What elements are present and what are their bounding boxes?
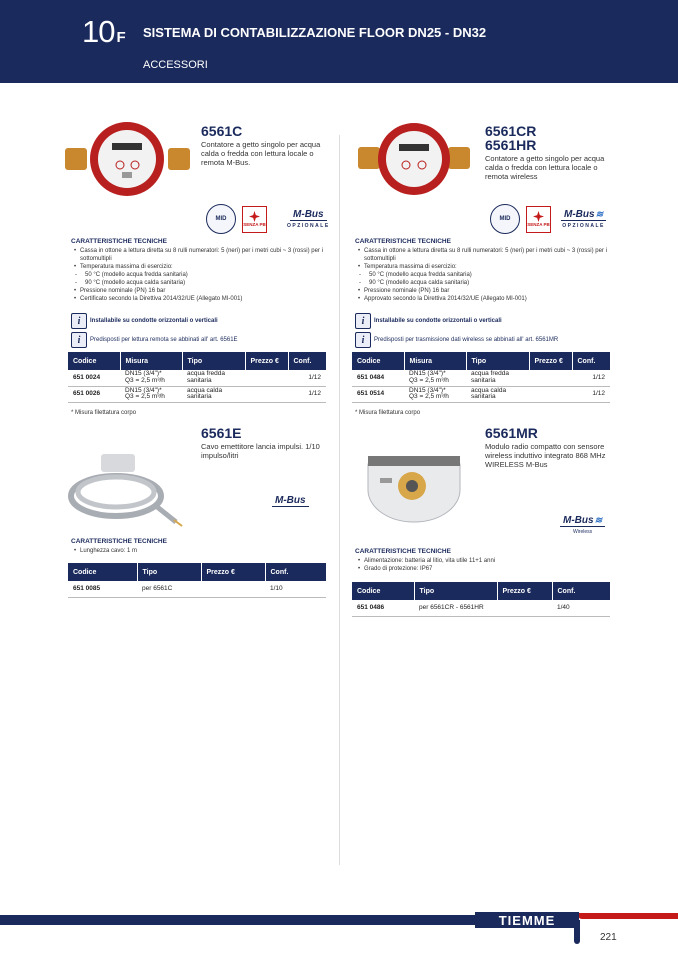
section-title: SISTEMA DI CONTABILIZZAZIONE FLOOR DN25 - DN32: [143, 25, 487, 40]
product-description: Contatore a getto singolo per acqua calda o fredda con lettura locale o remota M-Bus.: [201, 140, 321, 167]
col-header: Codice: [68, 563, 137, 581]
col-header: Conf.: [552, 582, 610, 600]
specs-title: CARATTERISTICHE TECNICHE: [355, 548, 451, 555]
spec-item: • Cassa in ottone a lettura diretta su 8 rulli numeratori: 5 (neri) per i metri cubi ~ 3 (rossi) per i sottomultipli: [71, 247, 326, 263]
col-header: Tipo: [182, 352, 245, 370]
col-header: Codice: [352, 582, 414, 600]
product-code: 6561CR: [485, 123, 537, 139]
col-header: Conf.: [265, 563, 326, 581]
info-icon: i: [355, 313, 371, 329]
product-code: 6561E: [201, 425, 242, 441]
product-table: [352, 582, 610, 617]
product-6561mr-header: [485, 426, 610, 469]
mbus-logo: M-Bus≋ OPZIONALE: [562, 209, 605, 229]
section-subtitle: ACCESSORI: [143, 59, 208, 71]
info-note: i Installabile su condotte orizzontali o verticali: [71, 313, 218, 329]
col-header: Conf.: [288, 352, 326, 370]
spec-item: • Pressione nominale (PN) 16 bar: [71, 287, 326, 295]
info-note: i Predisposti per trasmissione dati wireless se abbinati all' art. 6561MR: [355, 332, 558, 348]
specs-title: CARATTERISTICHE TECNICHE: [71, 538, 167, 545]
col-header: Tipo: [414, 582, 497, 600]
technical-specs: [71, 238, 326, 303]
table-row: 651 0514 DN15 (3/4")* Q3 = 2,5 m³/h acqua calda sanitaria 1/12: [352, 386, 610, 402]
product-description: Contatore a getto singolo per acqua calda o fredda con lettura locale o remota wireless: [485, 154, 605, 181]
certifications: [206, 204, 330, 234]
col-header: Prezzo €: [497, 582, 552, 600]
column-divider: [339, 135, 340, 865]
star-icon: [533, 211, 544, 222]
technical-specs: [71, 538, 326, 555]
lead-free-badge: SENZA PB: [526, 206, 551, 233]
spec-item: • Temperatura massima di esercizio:: [355, 263, 610, 271]
col-header: Tipo: [137, 563, 201, 581]
spec-item: • Lunghezza cavo: 1 m: [71, 547, 326, 555]
specs-title: CARATTERISTICHE TECNICHE: [355, 238, 451, 245]
col-header: Prezzo €: [529, 352, 572, 370]
mbus-logo: M-Bus≋ Wireless: [560, 515, 605, 535]
table-row: 651 0024 DN15 (3/4")* Q3 = 2,5 m³/h acqua fredda sanitaria 1/12: [68, 370, 326, 386]
col-header: Tipo: [466, 352, 529, 370]
spec-subitem: - 90 °C (modello acqua calda sanitaria): [355, 279, 610, 287]
footnote: * Misura filettatura corpo: [355, 410, 421, 416]
page-number: 221: [600, 932, 617, 943]
info-note: i Predisposti per lettura remota se abbinati all' art. 6561E: [71, 332, 238, 348]
table-row: 651 0026 DN15 (3/4")* Q3 = 2,5 m³/h acqua calda sanitaria 1/12: [68, 386, 326, 402]
product-table: [352, 352, 610, 403]
section-letter: F: [116, 29, 125, 46]
mbus-logo: M-Bus OPZIONALE: [287, 209, 330, 229]
footer-accent: [578, 913, 678, 919]
spec-subitem: - 50 °C (modello acqua fredda sanitaria): [355, 271, 610, 279]
mbus-logo: M-Bus: [272, 495, 309, 507]
certifications: [490, 204, 606, 234]
water-meter-image: [65, 120, 190, 198]
product-table: [68, 352, 326, 403]
spec-subitem: - 90 °C (modello acqua calda sanitaria): [71, 279, 326, 287]
col-header: Misura: [404, 352, 466, 370]
mid-cert-badge: MID: [490, 204, 520, 234]
info-icon: i: [71, 313, 87, 329]
col-header: Prezzo €: [201, 563, 265, 581]
footer-bar: [0, 915, 500, 925]
info-icon: i: [71, 332, 87, 348]
product-description: Modulo radio compatto con sensore wireless induttivo integrato 868 MHz WIRELESS M-Bus: [485, 442, 606, 469]
product-6561e-header: [201, 426, 326, 460]
spec-item: • Pressione nominale (PN) 16 bar: [355, 287, 610, 295]
spec-item: • Cassa in ottone a lettura diretta su 8 rulli numeratori: 5 (neri) per i metri cubi ~ 3 (rossi) per i sottomultipli: [355, 247, 610, 263]
info-icon: i: [355, 332, 371, 348]
spec-item: • Grado di protezione: IP67: [355, 565, 610, 573]
col-header: Codice: [352, 352, 404, 370]
spec-item: • Approvato secondo la Direttiva 2014/32/UE (Allegato MI-001): [355, 295, 610, 303]
spec-subitem: - 50 °C (modello acqua fredda sanitaria): [71, 271, 326, 279]
radio-module-image: [360, 450, 468, 528]
table-row: 651 0085 per 6561C 1/10: [68, 581, 326, 597]
product-description: Cavo emettitore lancia impulsi. 1/10 impulso/litri: [201, 442, 320, 460]
lead-free-badge: SENZA PB: [242, 206, 267, 233]
spec-item: • Alimentazione: batteria al litio, vita utile 11+1 anni: [355, 557, 610, 565]
product-code: 6561MR: [485, 425, 538, 441]
product-code: 6561C: [201, 123, 243, 139]
spec-item: • Temperatura massima di esercizio:: [71, 263, 326, 271]
water-meter-image: [358, 122, 470, 198]
col-header: Codice: [68, 352, 120, 370]
footnote: * Misura filettatura corpo: [71, 410, 137, 416]
spec-item: • Certificato secondo la Direttiva 2014/32/UE (Allegato MI-001): [71, 295, 326, 303]
wifi-icon: ≋: [594, 515, 603, 525]
brand-logo: TIEMME: [475, 912, 579, 928]
pulse-cable-image: [66, 450, 184, 532]
technical-specs: [355, 238, 610, 303]
table-row: 651 0486 per 6561CR - 6561HR 1/40: [352, 600, 610, 616]
section-number: 10 F: [82, 14, 125, 49]
wifi-icon: ≋: [595, 209, 604, 219]
product-code-alt: 6561HR: [485, 137, 537, 153]
col-header: Misura: [120, 352, 182, 370]
col-header: Prezzo €: [245, 352, 288, 370]
info-note: i Installabile su condotte orizzontali o verticali: [355, 313, 502, 329]
mid-cert-badge: MID: [206, 204, 236, 234]
product-table: [68, 563, 326, 598]
page-header: [0, 0, 678, 83]
product-6561cr-header: [485, 124, 610, 181]
table-row: 651 0484 DN15 (3/4")* Q3 = 2,5 m³/h acqua fredda sanitaria 1/12: [352, 370, 610, 386]
specs-title: CARATTERISTICHE TECNICHE: [71, 238, 167, 245]
technical-specs: [355, 548, 610, 573]
col-header: Conf.: [572, 352, 610, 370]
star-icon: [249, 211, 260, 222]
product-6561c-header: [201, 124, 326, 167]
